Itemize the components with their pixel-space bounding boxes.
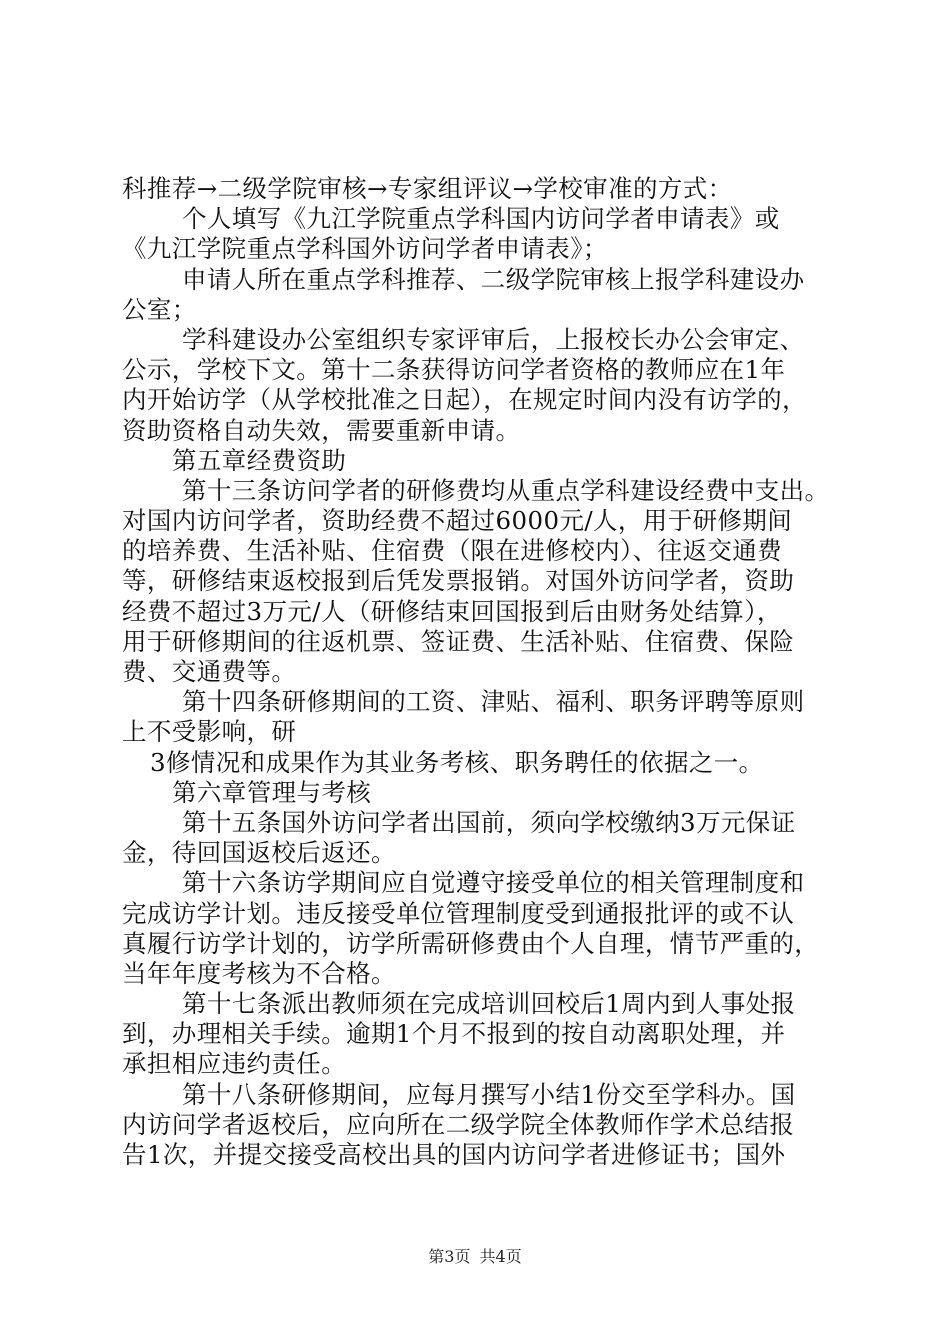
text-line: 的培养费、生活补贴、住宿费（限在进修校内）、往返交通费	[122, 536, 783, 566]
text-line: 告1次，并提交接受高校出具的国内访问学者进修证书；国外	[122, 1140, 786, 1169]
text-line: 学科建设办公室组织专家评审后，上报校长办公会审定、	[182, 324, 805, 354]
page-total: 共4页	[479, 1247, 522, 1266]
text-line: 完成访学计划。违反接受单位管理制度受到通报批评的或不认	[122, 898, 795, 928]
text-line: 用于研修期间的往返机票、签证费、生活补贴、住宿费、保险	[122, 626, 795, 656]
chapter-heading: 第五章经费资助	[172, 445, 347, 475]
text-line: 承担相应违约责任。	[122, 1049, 347, 1079]
text-line: 内访问学者返校后，应向所在二级学院全体教师作学术总结报	[122, 1109, 795, 1139]
text-line: 等，研修结束返校报到后凭发票报销。对国外访问学者，资助	[122, 566, 795, 596]
page-number: 第3页	[428, 1247, 471, 1266]
text-line: 第十七条派出教师须在完成培训回校后1周内到人事处报	[182, 989, 796, 1019]
text-line: 对国内访问学者，资助经费不超过6000元/人，用于研修期间	[122, 506, 793, 536]
text-line: 第十五条国外访问学者出国前，须向学校缴纳3万元保证	[182, 807, 796, 837]
text-line: 个人填写《九江学院重点学科国内访问学者申请表》或	[182, 204, 780, 234]
text-line: 第十六条访学期间应自觉遵守接受单位的相关管理制度和	[182, 868, 805, 898]
text-line: 到，办理相关手续。逾期1个月不报到的按自动离职处理，并	[122, 1019, 786, 1049]
text-line: 第十三条访问学者的研修费均从重点学科建设经费中支出。	[182, 475, 830, 505]
text-line: 申请人所在重点学科推荐、二级学院审核上报学科建设办	[182, 264, 805, 294]
text-line: 金，待回国返校后返还。	[122, 838, 396, 868]
text-line: 第十四条研修期间的工资、津贴、福利、职务评聘等原则	[182, 687, 805, 717]
text-line: 公示，学校下文。第十二条获得访问学者资格的教师应在1年	[122, 355, 786, 385]
text-line: 3修情况和成果作为其业务考核、职务聘任的依据之一。	[150, 747, 764, 777]
text-line: 《九江学院重点学科国外访问学者申请表》；	[122, 234, 608, 264]
text-line: 科推荐→二级学院审核→专家组评议→学校审准的方式：	[122, 174, 733, 203]
text-line: 内开始访学（从学校批准之日起），在规定时间内没有访学的，	[122, 385, 807, 415]
text-line: 资助资格自动失效，需要重新申请。	[122, 415, 521, 445]
text-line: 公室；	[122, 294, 197, 324]
document-body	[122, 174, 834, 1170]
text-line: 经费不超过3万元/人（研修结束回国报到后由财务处结算），	[122, 596, 782, 626]
text-line: 费、交通费等。	[122, 657, 297, 686]
text-line: 第十八条研修期间，应每月撰写小结1份交至学科办。国	[182, 1079, 796, 1109]
text-line: 真履行访学计划的，访学所需研修费由个人自理，情节严重的，	[122, 928, 820, 958]
chapter-heading: 第六章管理与考核	[172, 777, 372, 807]
text-line: 上不受影响，研	[122, 717, 297, 747]
page-footer	[0, 1244, 950, 1267]
text-line: 当年年度考核为不合格。	[122, 958, 396, 988]
